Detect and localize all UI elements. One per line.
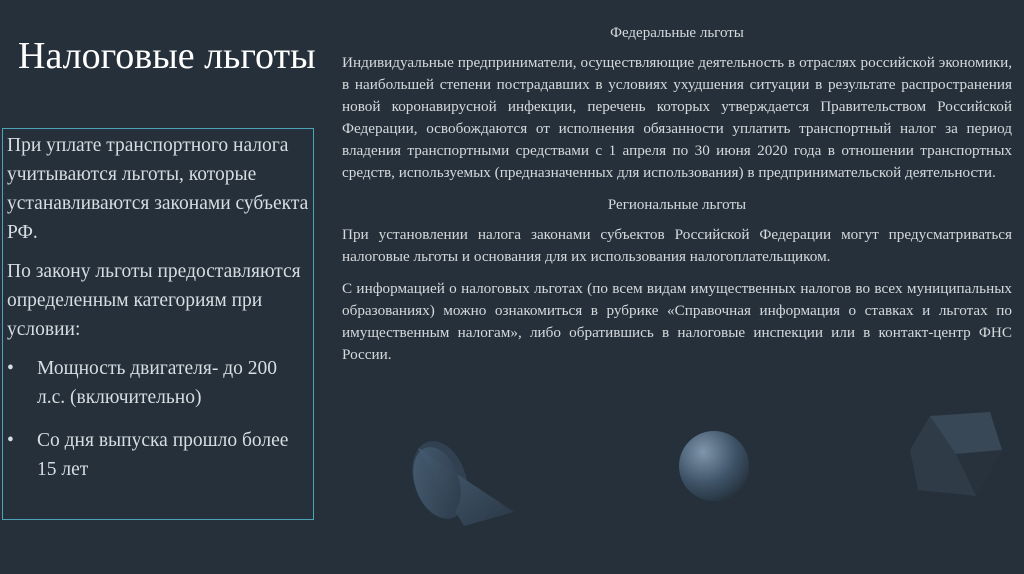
conditions-list [7,354,309,484]
federal-text: Индивидуальные предприниматели, осуществляющие деятельность в отраслях российской экономики, в наибольшей степени пострадавших в условиях ухудшения ситуации в результате распространения новой коронавирусной инфекции, перечень которых утверждается Правительством Российской Федерации, освобождаются от исполнения обязанности уплатить транспортный налог за период владения транспортными средствами с 1 апреля по 30 июня 2020 года в отношении транспортных средств, используемых (предназначенных для использования) в предпринимательской деятельности. [342,54,1012,181]
cube-shape [908,410,1004,500]
page-title: Налоговые льготы [18,35,316,77]
bullet-icon: • [7,430,14,451]
list-item [7,354,309,412]
federal-heading: Федеральные льготы [610,25,744,41]
regional-heading: Региональные льготы [607,197,747,213]
conditions-box [2,128,314,520]
cone-shape [404,430,520,530]
list-item-text: Со дня выпуска прошло более 15 лет [37,430,289,480]
benefits-section [342,22,1012,376]
intro-paragraph: При уплате транспортного налога учитываются льготы, которые устанавливаются законами субъекта РФ. [7,135,309,243]
bullet-icon: • [7,358,14,379]
list-item-text: Мощность двигателя- до 200 л.с. (включительно) [37,358,277,408]
law-paragraph: По закону льготы предоставляются определенным категориям при условии: [7,261,301,340]
regional-text-1: При установлении налога законами субъектов Российской Федерации могут предусматриваться налоговые льготы и основания для их использования налогоплательщиком. [342,226,1012,265]
sphere-shape [676,428,752,504]
list-item [7,426,309,484]
regional-text-2: С информацией о налоговых льготах (по всем видам имущественных налогов во всех муниципальных образованиях) можно ознакомиться в рубрике «Справочная информация о ставках и льготах по имущественным налогам», либо обратившись в налоговые инспекции или в контакт-центр ФНС России. [342,280,1012,363]
